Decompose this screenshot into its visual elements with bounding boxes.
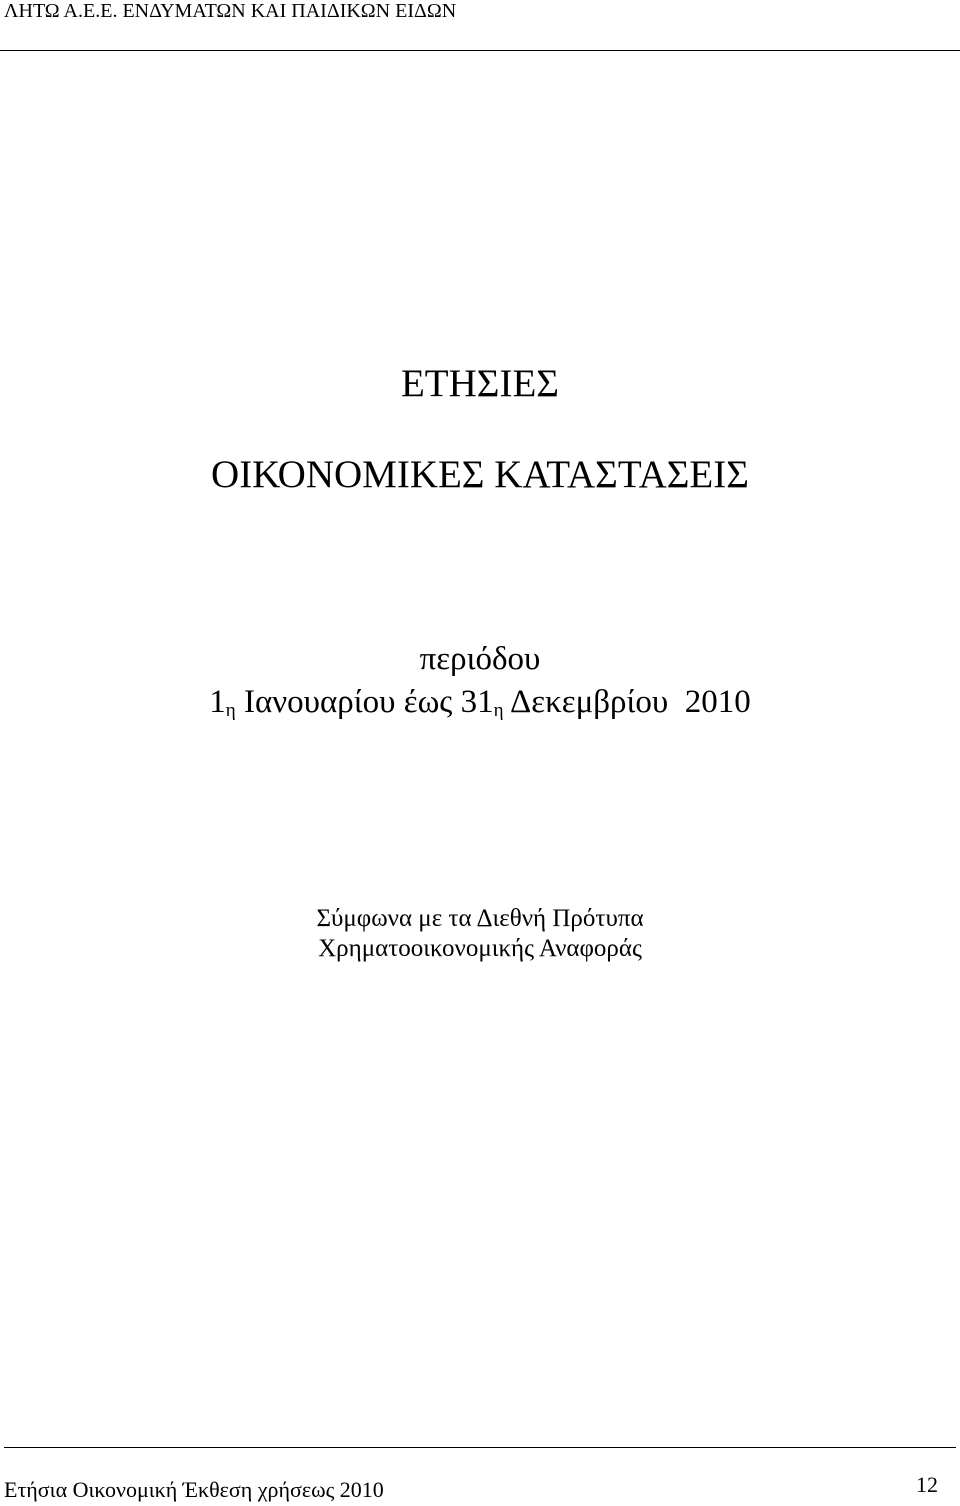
standards-line-1: Σύμφωνα με τα Διεθνή Πρότυπα xyxy=(316,905,644,932)
footer-divider xyxy=(4,1447,956,1448)
period-to: έως xyxy=(403,684,453,720)
period-label: περιόδου xyxy=(419,641,541,677)
footer-report-title: Ετήσια Οικονομική Έκθεση χρήσεως 2010 xyxy=(4,1477,384,1502)
period-start-suffix: η xyxy=(225,700,236,721)
document-title-line-2: ΟΙΚΟΝΟΜΙΚΕΣ ΚΑΤΑΣΤΑΣΕΙΣ xyxy=(211,453,749,496)
period-end-month: Δεκεμβρίου xyxy=(510,684,669,720)
period-end-day: 31 xyxy=(460,684,494,720)
period-range xyxy=(0,682,960,731)
period-year: 2010 xyxy=(684,684,751,720)
header-divider xyxy=(0,50,960,51)
period-end-suffix: η xyxy=(493,700,504,721)
period-start-day: 1 xyxy=(209,684,226,720)
document-title-line-1: ΕΤΗΣΙΕΣ xyxy=(400,362,560,405)
period-start-month: Ιανουαρίου xyxy=(243,684,396,720)
standards-line-2: Χρηματοοικονομικής Αναφοράς xyxy=(318,935,642,962)
page-number: 12 xyxy=(916,1472,938,1497)
running-header: ΛΗΤΩ Α.Ε.Ε. ΕΝΔΥΜΑΤΩΝ ΚΑΙ ΠΑΙΔΙΚΩΝ ΕΙΔΩΝ xyxy=(4,0,457,22)
